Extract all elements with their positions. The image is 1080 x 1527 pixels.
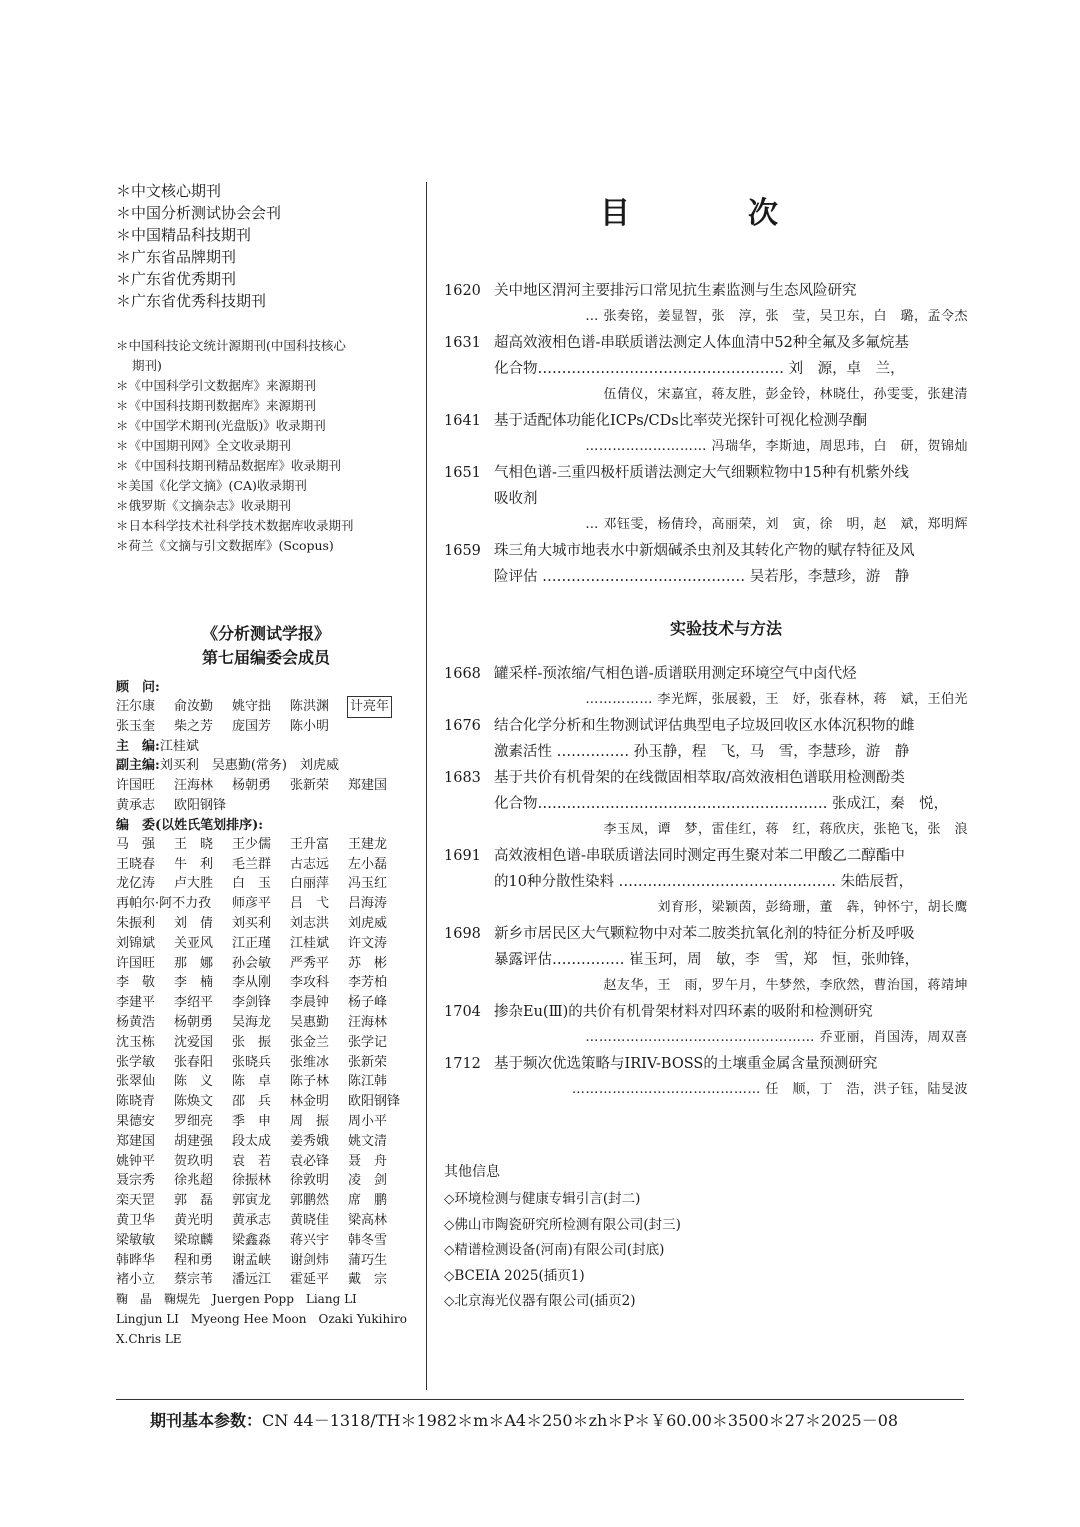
member-name: 陈 卓 (232, 1074, 272, 1090)
advisors-row-2 (116, 717, 416, 737)
toc-entry (444, 538, 968, 590)
honor-item: ＊广东省优秀期刊 (116, 270, 237, 288)
member-name: 蔡宗苇 (174, 1272, 214, 1288)
member-row (116, 1132, 416, 1152)
toc-page-spacer (444, 869, 494, 895)
member-name: 杨黄浩 (116, 1014, 156, 1030)
member-row (116, 1211, 416, 1231)
toc-page-spacer (444, 356, 494, 382)
toc-title: 目 次 (600, 196, 822, 231)
member-name: 江正瑾 (232, 935, 272, 951)
member-name: 吴海龙 (232, 1014, 272, 1030)
member-name: 姚文清 (348, 1133, 388, 1149)
members-tail-1: 鞠 晶 鞠熀先 Juergen Popp Liang LI (116, 1292, 357, 1307)
member-name: 江桂斌 (290, 935, 330, 951)
member-name: 周 振 (290, 1113, 330, 1129)
member-name: 梁琼麟 (174, 1232, 214, 1248)
deputy-name: 许国旺 (116, 778, 156, 794)
member-name: 许国旺 (116, 955, 156, 971)
member-row (116, 1171, 416, 1191)
toc-authors: … 张奏铭，姜显智，张 淳，张 莹，吴卫东，白 璐，孟令杰 (585, 309, 968, 324)
honors-list (116, 180, 416, 312)
toc-entry-line (444, 278, 968, 304)
member-name: 李芳柏 (348, 975, 388, 991)
other-info-item: ◇佛山市陶瓷研究所检测有限公司(封三) (444, 1216, 681, 1233)
toc-entry (444, 661, 968, 713)
toc-entry-line (444, 330, 968, 356)
toc-page-number: 1651 (444, 465, 481, 481)
toc-page-number: 1712 (444, 1056, 481, 1072)
member-name: 张春阳 (174, 1054, 214, 1070)
member-name: 李 楠 (174, 975, 214, 991)
member-name: 徐振林 (232, 1173, 272, 1189)
deputy-name: 杨朝勇 (232, 778, 272, 794)
toc-title-text: 结合化学分析和生物测试评估典型电子垃圾回收区水体沉积物的雌 (494, 718, 915, 734)
member-name: 栾天罡 (116, 1193, 156, 1209)
member-name: 袁必锋 (290, 1153, 330, 1169)
indexing-item (116, 396, 416, 416)
member-name: 果德安 (116, 1113, 156, 1129)
member-name: 陈江韩 (348, 1074, 388, 1090)
member-name: 陈晓青 (116, 1094, 156, 1110)
toc-page-number: 1683 (444, 770, 481, 786)
other-info-item: ◇北京海光仪器有限公司(插页2) (444, 1293, 636, 1309)
toc-title-text: 暴露评估…………… 崔玉珂，周 敏，李 雪，郑 恒，张帅锋， (494, 952, 920, 968)
toc-entry (444, 999, 968, 1051)
indexing-line: ＊《中国科技期刊数据库》来源期刊 (116, 398, 317, 413)
member-name: 席 鹏 (348, 1193, 388, 1209)
toc-title-text: 化合物…………………………………………………… 张成江，秦 悦， (494, 796, 949, 812)
advisor-name: 张玉奎 (116, 718, 156, 734)
member-row (116, 934, 416, 954)
toc-authors: … 邓钰雯，杨倩玲，高丽荣，刘 寅，徐 明，赵 斌，郑明辉 (585, 517, 968, 532)
member-name: 杨子峰 (348, 995, 388, 1011)
toc-title-text: 罐采样-预浓缩/气相色谱-质谱联用测定环境空气中卤代烃 (494, 666, 857, 682)
toc-entry (444, 1051, 968, 1103)
toc-entry (444, 765, 968, 843)
toc-entry-line (444, 947, 968, 973)
member-name: 黄光明 (174, 1212, 214, 1228)
indexing-line: ＊《中国学术期刊(光盘版)》收录期刊 (116, 418, 326, 433)
member-name: 陈焕文 (174, 1094, 214, 1110)
toc-entry-line (444, 843, 968, 869)
toc-authors: 伍倩仪，宋嘉宜，蒋友胜，彭金铃，林晓仕，孙雯雯，张建清 (603, 387, 968, 402)
member-row (116, 1033, 416, 1053)
deputy-row-2 (116, 776, 416, 796)
toc-authors: …………………………………… 任 顺，丁 浩，洪子钰，陆旻波 (571, 1082, 968, 1097)
deputy-line-1: 刘买利 吴惠勤(常务) 刘虎威 (159, 758, 339, 774)
member-name: 那 娜 (174, 955, 214, 971)
toc-authors: 刘育形，梁颖茵，彭绮珊，董 犇，钟怀宁，胡长鹰 (657, 900, 968, 915)
toc-entry (444, 408, 968, 460)
toc-page-number: 1704 (444, 1004, 481, 1020)
member-name: 毛兰群 (232, 856, 272, 872)
member-name: 梁鑫淼 (232, 1232, 272, 1248)
member-name: 蒲巧生 (348, 1252, 388, 1268)
member-row (116, 835, 416, 855)
advisor-name: 陈小明 (290, 718, 330, 734)
member-name: 李 敬 (116, 975, 156, 991)
member-name: 沈爱国 (174, 1034, 214, 1050)
toc-page-spacer (444, 791, 494, 817)
indexing-line: ＊《中国科技期刊精品数据库》收录期刊 (116, 458, 342, 473)
member-row (116, 1231, 416, 1251)
left-column (116, 180, 416, 556)
member-name: 贺玖明 (174, 1153, 214, 1169)
member-name: 黄晓佳 (290, 1212, 330, 1228)
member-name: 张学敏 (116, 1054, 156, 1070)
member-name: 古志远 (290, 856, 330, 872)
toc-authors: 李玉凤，谭 梦，雷佳红，蒋 红，蒋欣庆，张艳飞，张 浪 (603, 822, 968, 837)
toc-page-number: 1668 (444, 666, 481, 682)
toc-entry-line (444, 869, 968, 895)
member-name: 郭 磊 (174, 1193, 214, 1209)
deputy-row-3 (116, 796, 416, 816)
member-name: 再帕尔·阿不力孜 (116, 896, 212, 912)
toc-page-spacer (444, 739, 494, 765)
indexing-line: ＊俄罗斯《文摘杂志》收录期刊 (116, 498, 292, 513)
toc-page-spacer (444, 486, 494, 512)
other-info-title: 其他信息 (444, 1164, 500, 1180)
indexing-line: ＊《中国期刊网》全文收录期刊 (116, 438, 292, 453)
indexing-line: ＊荷兰《文摘与引文数据库》(Scopus) (116, 538, 334, 553)
member-name: 李攻科 (290, 975, 330, 991)
toc-entry-line (444, 999, 968, 1025)
member-row (116, 993, 416, 1013)
member-name: 邵 兵 (232, 1094, 272, 1110)
deputy-name: 欧阳钢锋 (174, 797, 227, 813)
member-name: 左小磊 (348, 856, 388, 872)
section-heading: 实验技术与方法 (669, 619, 782, 638)
toc-title-text: 的10种分散性染料 ……………………………………… 朱皓辰哲， (494, 874, 914, 890)
member-name: 蒋兴宇 (290, 1232, 330, 1248)
member-name: 聂 舟 (348, 1153, 388, 1169)
toc-page-number: 1659 (444, 543, 481, 559)
member-name: 吕 弋 (290, 896, 330, 912)
chief-editor (116, 737, 416, 757)
member-name: 白丽萍 (290, 876, 330, 892)
member-name: 冯玉红 (348, 876, 388, 892)
member-name: 褚小立 (116, 1272, 156, 1288)
member-name: 刘 倩 (174, 915, 214, 931)
toc-page-spacer (444, 947, 494, 973)
member-name: 姚钟平 (116, 1153, 156, 1169)
toc-entry (444, 921, 968, 999)
indexing-line: ＊中国科技论文统计源期刊(中国科技核心 (116, 338, 346, 353)
member-name: 谢孟峡 (232, 1252, 272, 1268)
toc-title-text: 新乡市居民区大气颗粒物中对苯二胺类抗氧化剂的特征分析及呼吸 (494, 926, 915, 942)
indexing-item (116, 336, 416, 376)
indexing-line: ＊美国《化学文摘》(CA)收录期刊 (116, 478, 307, 493)
member-name: 朱振利 (116, 915, 156, 931)
honor-item: ＊中文核心期刊 (116, 182, 222, 200)
member-name: 许文涛 (348, 935, 388, 951)
toc-title-text: 基于适配体功能化ICPs/CDs比率荧光探针可视化检测孕酮 (494, 413, 868, 429)
member-name: 欧阳钢锋 (348, 1094, 401, 1110)
toc-title-text: 气相色谱-三重四极杆质谱法测定大气细颗粒物中15种有机紫外线 (494, 465, 909, 481)
toc-page-number: 1676 (444, 718, 481, 734)
toc-title-text: 掺杂Eu(Ⅲ)的共价有机骨架材料对四环素的吸附和检测研究 (494, 1004, 873, 1020)
member-name: 刘买利 (232, 915, 272, 931)
member-name: 戴 宗 (348, 1272, 388, 1288)
member-row (116, 954, 416, 974)
toc-title-text: 吸收剂 (494, 491, 538, 507)
members-grid (116, 835, 416, 1290)
member-name: 张翠仙 (116, 1074, 156, 1090)
member-name: 徐兆超 (174, 1173, 214, 1189)
member-name: 谢剑炜 (290, 1252, 330, 1268)
member-name: 李从刚 (232, 975, 272, 991)
toc-title-text: 高效液相色谱-串联质谱法同时测定再生聚对苯二甲酸乙二醇酯中 (494, 848, 905, 864)
member-name: 吴惠勤 (290, 1014, 330, 1030)
member-name: 汪海林 (348, 1014, 388, 1030)
indexing-line: ＊日本科学技术社科学技术数据库收录期刊 (116, 518, 354, 533)
honor-item: ＊中国分析测试协会会刊 (116, 204, 282, 222)
member-name: 王升富 (290, 836, 330, 852)
indexing-line-wrap: 期刊) (132, 358, 162, 373)
column-divider (426, 182, 427, 1390)
toc-authors: ……………………… 冯瑞华，李斯迪，周思玮，白 研，贺锦灿 (585, 439, 968, 454)
other-info-list (444, 1187, 968, 1315)
member-name: 刘锦斌 (116, 935, 156, 951)
members-tail-3: X.Chris LE (116, 1331, 182, 1346)
toc-title-text: 超高效液相色谱-串联质谱法测定人体血清中52种全氟及多氟烷基 (494, 335, 909, 351)
advisors-row-1 (116, 697, 416, 717)
member-name: 霍延平 (290, 1272, 330, 1288)
member-name: 张新荣 (348, 1054, 388, 1070)
member-name: 李剑锋 (232, 995, 272, 1011)
member-name: 严秀平 (290, 955, 330, 971)
indexing-item (116, 436, 416, 456)
toc-title-text: 珠三角大城市地表水中新烟碱杀虫剂及其转化产物的赋存特征及风 (494, 543, 915, 559)
deputy-name: 张新荣 (290, 778, 330, 794)
toc-title-text: 关中地区渭河主要排污口常见抗生素监测与生态风险研究 (494, 283, 857, 299)
toc-entry-line (444, 486, 968, 512)
indexing-item (116, 476, 416, 496)
advisor-name: 陈洪渊 (290, 699, 330, 714)
journal-parameters (150, 1408, 898, 1431)
member-name: 胡建强 (174, 1133, 214, 1149)
editorial-board (116, 622, 416, 1350)
member-name: 王 晓 (174, 836, 214, 852)
member-name: 苏 彬 (348, 955, 388, 971)
other-info (444, 1159, 968, 1315)
member-name: 季 申 (232, 1113, 272, 1129)
toc-authors: …………… 李光辉，张展毅，王 妤，张春林，蒋 斌，王伯光 (585, 692, 968, 707)
chief-label: 主 编: (116, 738, 160, 754)
toc-entry-line (444, 564, 968, 590)
advisor-name: 姚守拙 (232, 699, 272, 714)
footer-rule (116, 1399, 964, 1400)
toc-entry-line (444, 921, 968, 947)
toc-page-number: 1641 (444, 413, 481, 429)
member-name: 刘虎威 (348, 915, 388, 931)
member-name: 梁高林 (348, 1212, 388, 1228)
member-name: 张维冰 (290, 1054, 330, 1070)
toc-page-number: 1698 (444, 926, 481, 942)
deputy-label: 副主编: (116, 758, 160, 774)
members-label: 编 委(以姓氏笔划排序): (116, 817, 264, 833)
toc-title-text: 险评估 …………………………………… 吴若彤，李慧珍，游 静 (494, 569, 910, 585)
member-row (116, 1053, 416, 1073)
member-row (116, 1191, 416, 1211)
member-name: 师彦平 (232, 896, 272, 912)
other-info-item: ◇精谱检测设备(河南)有限公司(封底) (444, 1242, 665, 1258)
member-name: 王晓春 (116, 856, 156, 872)
member-name: 袁 若 (232, 1153, 272, 1169)
deputy-name: 黄承志 (116, 797, 156, 813)
toc-entry-line (444, 538, 968, 564)
advisor-name: 柴之芳 (174, 718, 214, 734)
indexing-item (116, 416, 416, 436)
toc-entry-line (444, 1051, 968, 1077)
toc-entries-methods (444, 661, 968, 1103)
member-row (116, 1152, 416, 1172)
member-name: 吕海涛 (348, 896, 388, 912)
member-name: 李建平 (116, 995, 156, 1011)
member-name: 段太成 (232, 1133, 272, 1149)
member-name: 白 玉 (232, 876, 272, 892)
members-tail-2: Lingjun LI Myeong Hee Moon Ozaki Yukihiro (116, 1311, 407, 1326)
member-name: 罗细亮 (174, 1113, 214, 1129)
member-name: 马 强 (116, 836, 156, 852)
honor-item: ＊广东省优秀科技期刊 (116, 292, 267, 310)
toc-entry-line (444, 356, 968, 382)
toc-entry-line (444, 713, 968, 739)
indexing-item (116, 456, 416, 476)
honor-item: ＊广东省品牌期刊 (116, 248, 237, 266)
honor-item: ＊中国精品科技期刊 (116, 226, 252, 244)
member-name: 李绍平 (174, 995, 214, 1011)
member-name: 关亚风 (174, 935, 214, 951)
deputy-name: 郑建国 (348, 778, 388, 794)
member-row (116, 855, 416, 875)
member-name: 郭寅龙 (232, 1193, 272, 1209)
member-name: 龙亿涛 (116, 876, 156, 892)
indexing-item (116, 536, 416, 556)
board-title: 第七届编委会成员 (201, 648, 330, 667)
other-info-item: ◇环境检测与健康专辑引言(封二) (444, 1191, 641, 1207)
member-name: 王建龙 (348, 836, 388, 852)
toc-entry-line (444, 661, 968, 687)
member-name: 凌 剑 (348, 1173, 388, 1189)
member-name: 李晨钟 (290, 995, 330, 1011)
indexing-line: ＊《中国科学引文数据库》来源期刊 (116, 378, 317, 393)
member-name: 陈 义 (174, 1074, 214, 1090)
table-of-contents (444, 180, 968, 1315)
member-name: 梁敏敏 (116, 1232, 156, 1248)
member-name: 郑建国 (116, 1133, 156, 1149)
toc-entry (444, 713, 968, 765)
member-name: 周小平 (348, 1113, 388, 1129)
advisor-name: 汪尔康 (116, 699, 156, 714)
footer-label: 期刊基本参数： (150, 1411, 263, 1430)
advisor-name: 俞汝勤 (174, 699, 214, 714)
toc-entry-line (444, 460, 968, 486)
member-name: 徐敦明 (290, 1173, 330, 1189)
toc-entry-line (444, 408, 968, 434)
indexing-item (116, 496, 416, 516)
indexing-item (116, 516, 416, 536)
member-row (116, 1270, 416, 1290)
member-name: 张金兰 (290, 1034, 330, 1050)
board-journal-name: 《分析测试学报》 (201, 624, 330, 643)
toc-title-text: 化合物…………………………………………… 刘 源，卓 兰， (494, 361, 905, 377)
member-name: 潘远江 (232, 1272, 272, 1288)
toc-entry-line (444, 739, 968, 765)
toc-page-number: 1631 (444, 335, 481, 351)
member-row (116, 914, 416, 934)
toc-title-text: 基于频次优选策略与IRIV-BOSS的土壤重金属含量预测研究 (494, 1056, 878, 1072)
toc-page-number: 1620 (444, 283, 481, 299)
member-row (116, 1251, 416, 1271)
member-row (116, 1092, 416, 1112)
toc-entry (444, 460, 968, 538)
member-name: 程和勇 (174, 1252, 214, 1268)
member-name: 林金明 (290, 1094, 330, 1110)
toc-entry (444, 330, 968, 408)
member-name: 沈玉栋 (116, 1034, 156, 1050)
advisor-name-boxed: 计亮年 (348, 697, 391, 717)
member-name: 聂宗秀 (116, 1173, 156, 1189)
toc-title-text: 基于共价有机骨架的在线微固相萃取/高效液相色谱联用检测酚类 (494, 770, 905, 786)
member-name: 韩冬雪 (348, 1232, 388, 1248)
toc-entry-line (444, 765, 968, 791)
toc-authors: …………………………………………… 乔亚丽，肖国涛，周双喜 (585, 1030, 968, 1045)
toc-page-spacer (444, 564, 494, 590)
member-row (116, 874, 416, 894)
deputy-name: 汪海林 (174, 778, 214, 794)
member-row (116, 973, 416, 993)
member-name: 陈子林 (290, 1074, 330, 1090)
indexing-list (116, 336, 416, 556)
member-name: 张学记 (348, 1034, 388, 1050)
toc-entry (444, 278, 968, 330)
member-row (116, 1112, 416, 1132)
toc-entries (444, 278, 968, 590)
member-name: 韩晔华 (116, 1252, 156, 1268)
chief-name: 江桂斌 (159, 738, 199, 754)
footer-value: CN 44－1318/TH＊1982＊m＊A4＊250＊zh＊P＊￥60.00＊3500＊27＊2025－08 (262, 1411, 899, 1430)
deputy-editors (116, 756, 416, 776)
member-name: 黄承志 (232, 1212, 272, 1228)
member-name: 牛 利 (174, 856, 214, 872)
toc-authors: 赵友华，王 雨，罗午月，牛梦然，李欣然，曹治国，蒋靖坤 (603, 978, 968, 993)
member-name: 张 振 (232, 1034, 272, 1050)
member-name: 郭鹏然 (290, 1193, 330, 1209)
member-name: 刘志洪 (290, 915, 330, 931)
member-row (116, 894, 416, 914)
member-row (116, 1072, 416, 1092)
member-name: 黄卫华 (116, 1212, 156, 1228)
member-name: 卢大胜 (174, 876, 214, 892)
toc-title-text: 激素活性 …………… 孙玉静，程 飞，马 雪，李慧珍，游 静 (494, 744, 910, 760)
member-name: 张晓兵 (232, 1054, 272, 1070)
toc-entry (444, 843, 968, 921)
toc-page-number: 1691 (444, 848, 481, 864)
advisors-label: 顾 问: (116, 680, 160, 695)
member-name: 杨朝勇 (174, 1014, 214, 1030)
member-name: 孙会敏 (232, 955, 272, 971)
member-row (116, 1013, 416, 1033)
indexing-item (116, 376, 416, 396)
toc-entry-line (444, 791, 968, 817)
member-name: 王少儒 (232, 836, 272, 852)
advisor-name: 庞国芳 (232, 718, 272, 734)
other-info-item: ◇BCEIA 2025(插页1) (444, 1267, 585, 1284)
member-name: 姜秀娥 (290, 1133, 330, 1149)
